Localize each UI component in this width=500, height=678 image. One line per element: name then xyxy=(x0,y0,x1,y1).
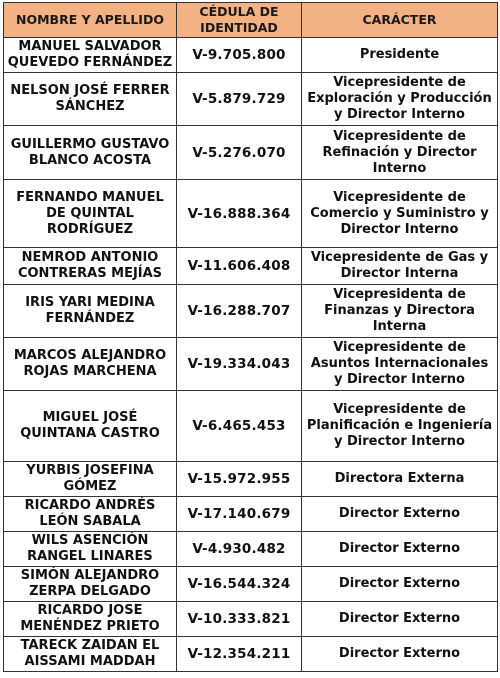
member-name: SIMÓN ALEJANDRO ZERPA DELGADO xyxy=(4,567,177,602)
member-name: TARECK ZAIDAN EL AISSAMI MADDAH xyxy=(4,637,177,672)
member-role: Director Externo xyxy=(302,497,498,532)
member-role: Director Externo xyxy=(302,567,498,602)
table-row xyxy=(4,567,498,602)
header-name: NOMBRE Y APELLIDO xyxy=(4,3,177,38)
member-id: V-5.276.070 xyxy=(177,126,302,180)
table-row xyxy=(4,285,498,338)
table-header-row xyxy=(4,3,498,38)
member-id: V-5.879.729 xyxy=(177,73,302,126)
member-role: Director Externo xyxy=(302,602,498,637)
member-role: Vicepresidente de Asuntos Internacionales y Director Interno xyxy=(302,338,498,391)
member-id: V-16.288.707 xyxy=(177,285,302,338)
table-row xyxy=(4,391,498,462)
table-row xyxy=(4,38,498,73)
header-role: CARÁCTER xyxy=(302,3,498,38)
table-row xyxy=(4,73,498,126)
member-name: WILS ASENCIÓN RANGEL LINARES xyxy=(4,532,177,567)
table-row xyxy=(4,248,498,285)
board-members-table xyxy=(3,2,498,672)
table-row xyxy=(4,497,498,532)
member-name: GUILLERMO GUSTAVO BLANCO ACOSTA xyxy=(4,126,177,180)
member-id: V-11.606.408 xyxy=(177,248,302,285)
member-role: Director Externo xyxy=(302,532,498,567)
member-name: MANUEL SALVADOR QUEVEDO FERNÁNDEZ xyxy=(4,38,177,73)
member-name: NEMROD ANTONIO CONTRERAS MEJÍAS xyxy=(4,248,177,285)
member-role: Director Externo xyxy=(302,637,498,672)
member-name: RICARDO JOSE MENÉNDEZ PRIETO xyxy=(4,602,177,637)
member-id: V-10.333.821 xyxy=(177,602,302,637)
member-role: Vicepresidente de Planificación e Ingeniería y Director Interno xyxy=(302,391,498,462)
member-id: V-9.705.800 xyxy=(177,38,302,73)
table-row xyxy=(4,637,498,672)
table-row xyxy=(4,602,498,637)
member-role: Vicepresidente de Exploración y Producción y Director Interno xyxy=(302,73,498,126)
member-id: V-16.544.324 xyxy=(177,567,302,602)
member-id: V-16.888.364 xyxy=(177,180,302,248)
table-row xyxy=(4,126,498,180)
member-role: Vicepresidente de Refinación y Director Interno xyxy=(302,126,498,180)
member-id: V-6.465.453 xyxy=(177,391,302,462)
member-name: NELSON JOSÉ FERRER SÁNCHEZ xyxy=(4,73,177,126)
member-id: V-4.930.482 xyxy=(177,532,302,567)
table-row xyxy=(4,338,498,391)
member-role: Vicepresidenta de Finanzas y Directora Interna xyxy=(302,285,498,338)
member-name: FERNANDO MANUEL DE QUINTAL RODRÍGUEZ xyxy=(4,180,177,248)
member-role: Directora Externa xyxy=(302,462,498,497)
member-id: V-15.972.955 xyxy=(177,462,302,497)
table-row xyxy=(4,532,498,567)
member-name: IRIS YARI MEDINA FERNÁNDEZ xyxy=(4,285,177,338)
member-name: MARCOS ALEJANDRO ROJAS MARCHENA xyxy=(4,338,177,391)
member-id: V-12.354.211 xyxy=(177,637,302,672)
member-id: V-17.140.679 xyxy=(177,497,302,532)
table-row xyxy=(4,462,498,497)
member-role: Presidente xyxy=(302,38,498,73)
member-name: MIGUEL JOSÉ QUINTANA CASTRO xyxy=(4,391,177,462)
member-name: YURBIS JOSEFINA GÓMEZ xyxy=(4,462,177,497)
member-role: Vicepresidente de Comercio y Suministro y Director Interno xyxy=(302,180,498,248)
header-id: CÉDULA DE IDENTIDAD xyxy=(177,3,302,38)
member-name: RICARDO ANDRÉS LEÓN SABALA xyxy=(4,497,177,532)
table-row xyxy=(4,180,498,248)
member-role: Vicepresidente de Gas y Director Interna xyxy=(302,248,498,285)
member-id: V-19.334.043 xyxy=(177,338,302,391)
